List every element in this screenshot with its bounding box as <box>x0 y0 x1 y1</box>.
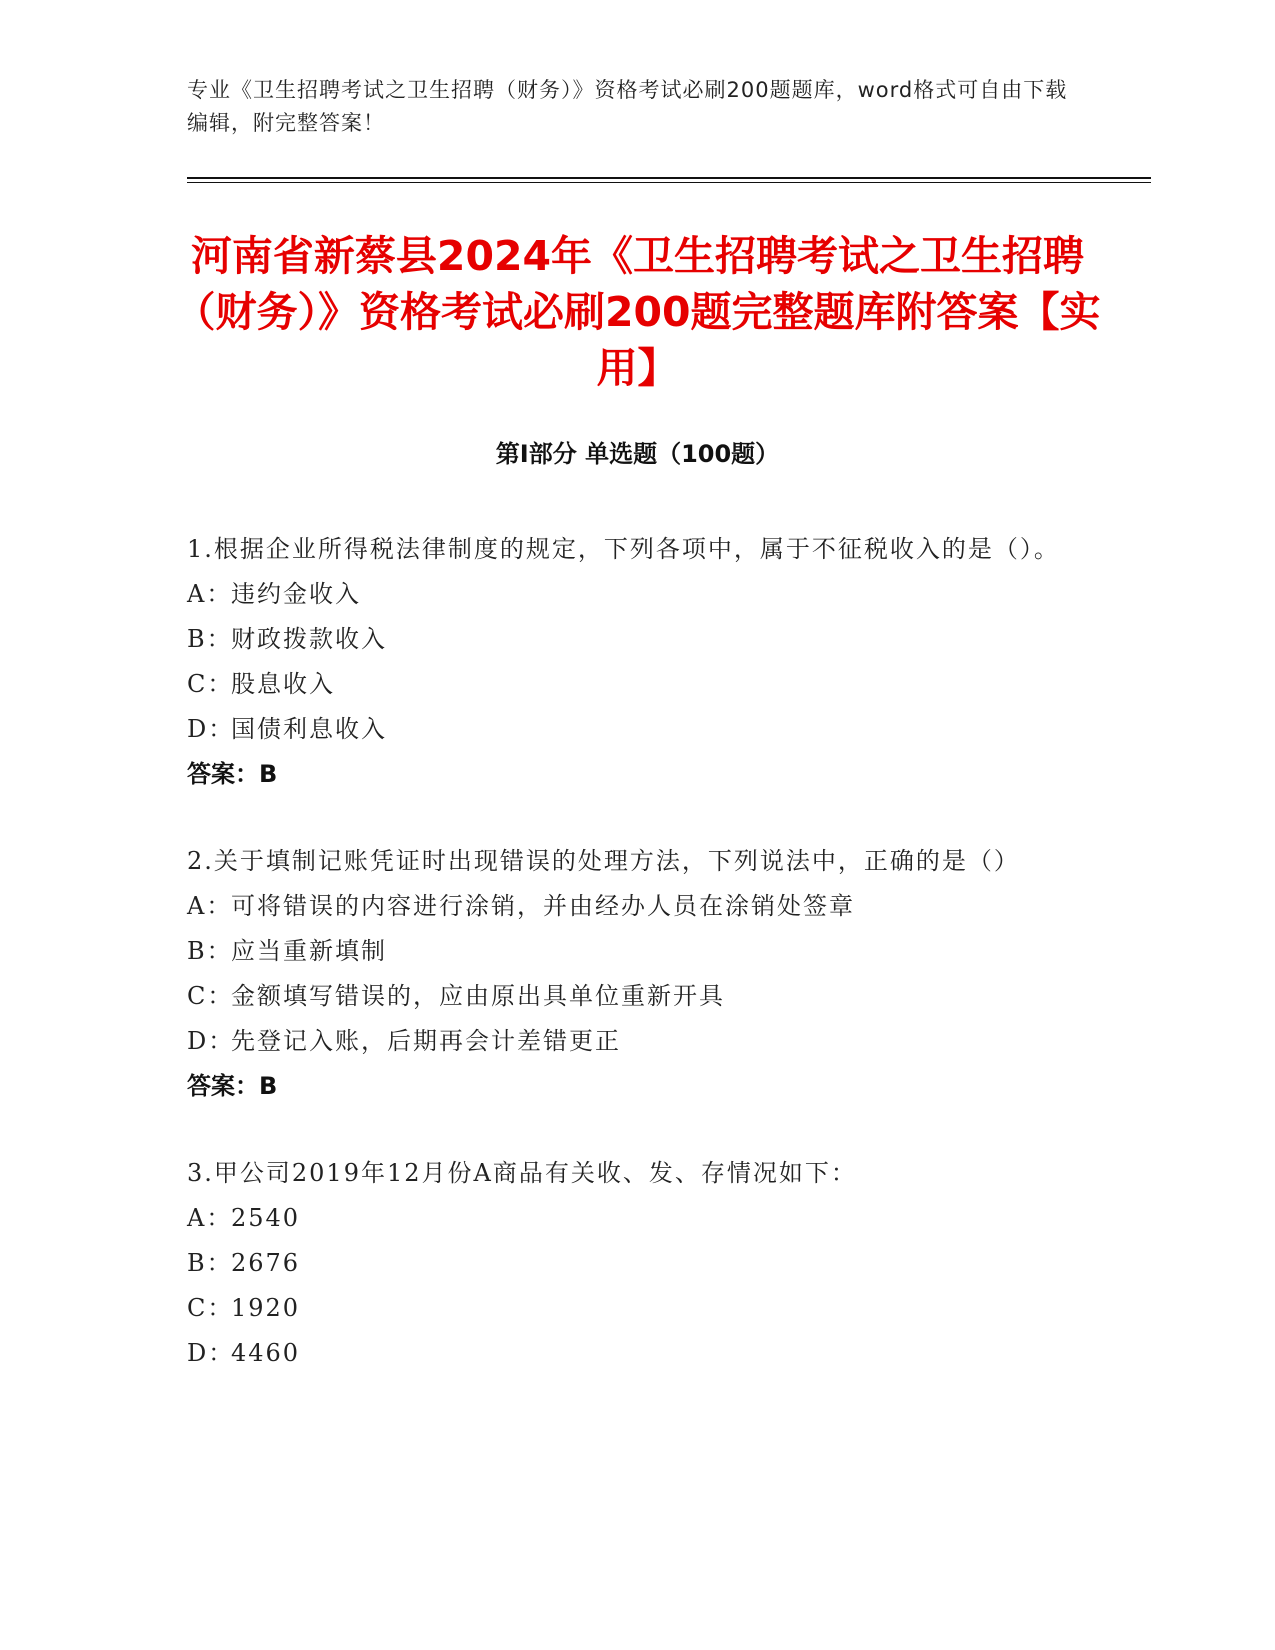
option-text: 国债利息收入 <box>231 715 387 743</box>
option-b <box>187 1241 1067 1286</box>
header-note: 专业《卫生招聘考试之卫生招聘（财务）》资格考试必刷200题题库，word格式可自由下载编辑，附完整答案！ <box>187 78 1068 135</box>
option-key: A： <box>187 892 233 920</box>
question-stem: 1.根据企业所得税法律制度的规定，下列各项中，属于不征税收入的是（）。 <box>187 535 1060 563</box>
option-text: 1920 <box>231 1294 301 1322</box>
option-c <box>187 974 1067 1019</box>
option-text: 应当重新填制 <box>231 937 387 965</box>
option-c <box>187 662 1067 707</box>
document-title: 河南省新蔡县2024年《卫生招聘考试之卫生招聘（财务）》资格考试必刷200题完整题库附答案【实用】 <box>174 232 1101 392</box>
option-c <box>187 1286 1067 1331</box>
option-a <box>187 572 1067 617</box>
header-divider-thin <box>187 182 1151 183</box>
question-stem: 2.关于填制记账凭证时出现错误的处理方法，下列说法中，正确的是（） <box>187 847 1020 875</box>
option-d <box>187 1331 1067 1376</box>
option-key: A： <box>187 1204 233 1232</box>
question-1 <box>187 527 1067 797</box>
option-text: 财政拨款收入 <box>231 625 387 653</box>
question-3 <box>187 1151 1067 1376</box>
option-text: 4460 <box>231 1339 301 1367</box>
question-stem: 3.甲公司2019年12月份A商品有关收、发、存情况如下： <box>187 1159 857 1187</box>
option-key: A： <box>187 580 233 608</box>
option-text: 2676 <box>231 1249 301 1277</box>
option-key: D： <box>187 1027 235 1055</box>
option-key: B： <box>187 1249 233 1277</box>
option-b <box>187 929 1067 974</box>
header-divider-thick <box>187 177 1151 179</box>
option-key: D： <box>187 1339 235 1367</box>
option-text: 先登记入账，后期再会计差错更正 <box>231 1027 621 1055</box>
option-text: 违约金收入 <box>231 580 361 608</box>
option-key: C： <box>187 1294 234 1322</box>
option-d <box>187 1019 1067 1064</box>
option-text: 可将错误的内容进行涂销，并由经办人员在涂销处签章 <box>231 892 855 920</box>
option-a <box>187 884 1067 929</box>
option-text: 金额填写错误的，应由原出具单位重新开具 <box>231 982 725 1010</box>
option-key: C： <box>187 670 234 698</box>
option-key: B： <box>187 937 233 965</box>
option-key: D： <box>187 715 235 743</box>
section-heading: 第Ⅰ部分 单选题（100题） <box>495 440 780 468</box>
option-text: 股息收入 <box>231 670 335 698</box>
option-a <box>187 1196 1067 1241</box>
option-key: C： <box>187 982 234 1010</box>
option-b <box>187 617 1067 662</box>
option-key: B： <box>187 625 233 653</box>
question-list <box>187 527 1067 1418</box>
answer: 答案：B <box>187 760 278 788</box>
option-text: 2540 <box>231 1204 301 1232</box>
answer: 答案：B <box>187 1072 278 1100</box>
question-2 <box>187 839 1067 1109</box>
option-d <box>187 707 1067 752</box>
